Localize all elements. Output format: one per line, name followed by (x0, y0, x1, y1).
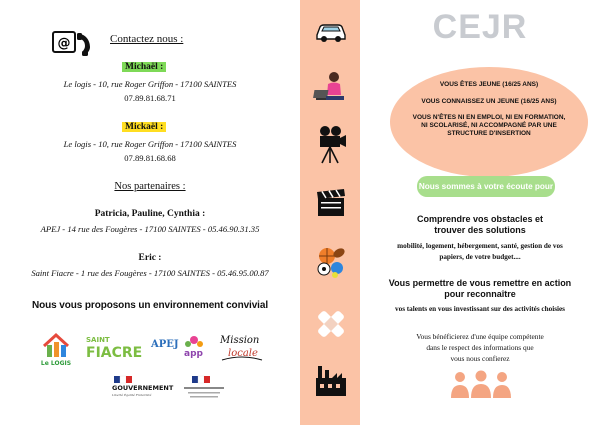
contact-phone-1: 07.89.81.68.71 (124, 93, 176, 103)
action-heading-2: pour reconnaître (444, 289, 516, 299)
contact-email-phone-icon (52, 30, 94, 58)
factory-icon (314, 362, 348, 398)
oval-line-3a: VOUS N'ÊTES NI EN EMPLOI, NI EN FORMATION, (412, 114, 566, 121)
contact-title: Contactez nous : (110, 33, 184, 45)
action-details: vos talents en vous investissant sur des activités choisies (395, 305, 565, 313)
bandage-icon (314, 306, 348, 342)
oval-line-3b: NI SCOLARISÉ, NI ACCOMPAGNÉ PAR UNE (421, 122, 557, 129)
oval-line-2: VOUS CONNAISSEZ UN JEUNE (16/25 ANS) (421, 98, 557, 105)
svg-text:@: @ (57, 36, 71, 51)
partner-group-1-names: Patricia, Pauline, Cynthia : (94, 209, 206, 219)
sports-balls-icon (314, 244, 348, 278)
partners-title: Nos partenaires : (114, 181, 186, 192)
listening-banner: Nous sommes à votre écoute pour : (417, 176, 555, 197)
gouvernement-text: GOUVERNEMENT (112, 384, 174, 392)
clapperboard-icon (314, 188, 348, 218)
car-icon (314, 20, 348, 44)
contact-name-2: Mickaël : (122, 122, 166, 132)
team-people-icon (448, 371, 514, 399)
team-line-3: vous nous confierez (450, 354, 510, 363)
film-camera-icon (314, 125, 348, 165)
mission-logo-text: Mission (220, 335, 260, 346)
partner-group-1-address: APEJ - 14 rue des Fougères - 17100 SAINTES - 05.46.90.31.35 (40, 224, 260, 234)
app-logo-text: app (184, 349, 203, 359)
gouvernement-motto: Liberté Égalité Fraternité (112, 393, 152, 397)
person-laptop-icon (314, 70, 348, 102)
partner-group-2-address: Saint Fiacre - 1 rue des Fougères - 17100 SAINTES - 05.46.95.00.87 (31, 268, 269, 278)
environment-statement: Nous vous proposons un environnement convivial (32, 300, 268, 311)
apej-logo-text: APEJ (151, 339, 179, 350)
logis-logo-text: Le LOGIS (40, 360, 72, 367)
apej-app-logo (150, 330, 208, 362)
saint-logo-text: SAINT (86, 336, 110, 344)
team-line-1: Vous bénéficierez d'une équipe compétente (416, 332, 544, 341)
oval-line-3c: STRUCTURE D'INSERTION (447, 130, 531, 137)
contact-address-2: Le logis - 10, rue Roger Griffon - 17100 SAINTES (63, 139, 237, 149)
obstacles-details-1: mobilité, logement, hébergement, santé, gestion de vos (397, 242, 563, 250)
mission-locale-logo (218, 330, 266, 366)
contact-name-1: Michaël : (122, 62, 166, 72)
gouvernement-logo (110, 374, 174, 418)
icon-strip (300, 0, 360, 425)
cejr-title: CEJR (432, 8, 528, 46)
contact-address-1: Le logis - 10, rue Roger Griffon - 17100 SAINTES (63, 79, 237, 89)
team-line-2: dans le respect des informations que (426, 343, 534, 352)
oval-line-1: VOUS ÊTES JEUNE (16/25 ANS) (439, 81, 539, 88)
prefecture-logo (180, 374, 228, 414)
locale-logo-text: locale (228, 348, 258, 359)
logis-logo (38, 330, 74, 366)
saint-fiacre-logo (84, 332, 143, 364)
action-heading-1: Vous permettre de vous remettre en action (388, 278, 572, 288)
partner-group-2-names: Eric : (138, 253, 162, 263)
partner-logos (38, 330, 278, 370)
fiacre-logo-text: FIACRE (86, 345, 143, 361)
obstacles-heading-1: Comprendre vos obstacles et (416, 214, 544, 224)
obstacles-details-2: papiers, de votre budget.... (439, 253, 521, 261)
info-panel (360, 0, 600, 425)
contact-phone-2: 07.89.81.68.68 (124, 153, 176, 163)
obstacles-heading-2: trouver des solutions (434, 225, 526, 235)
